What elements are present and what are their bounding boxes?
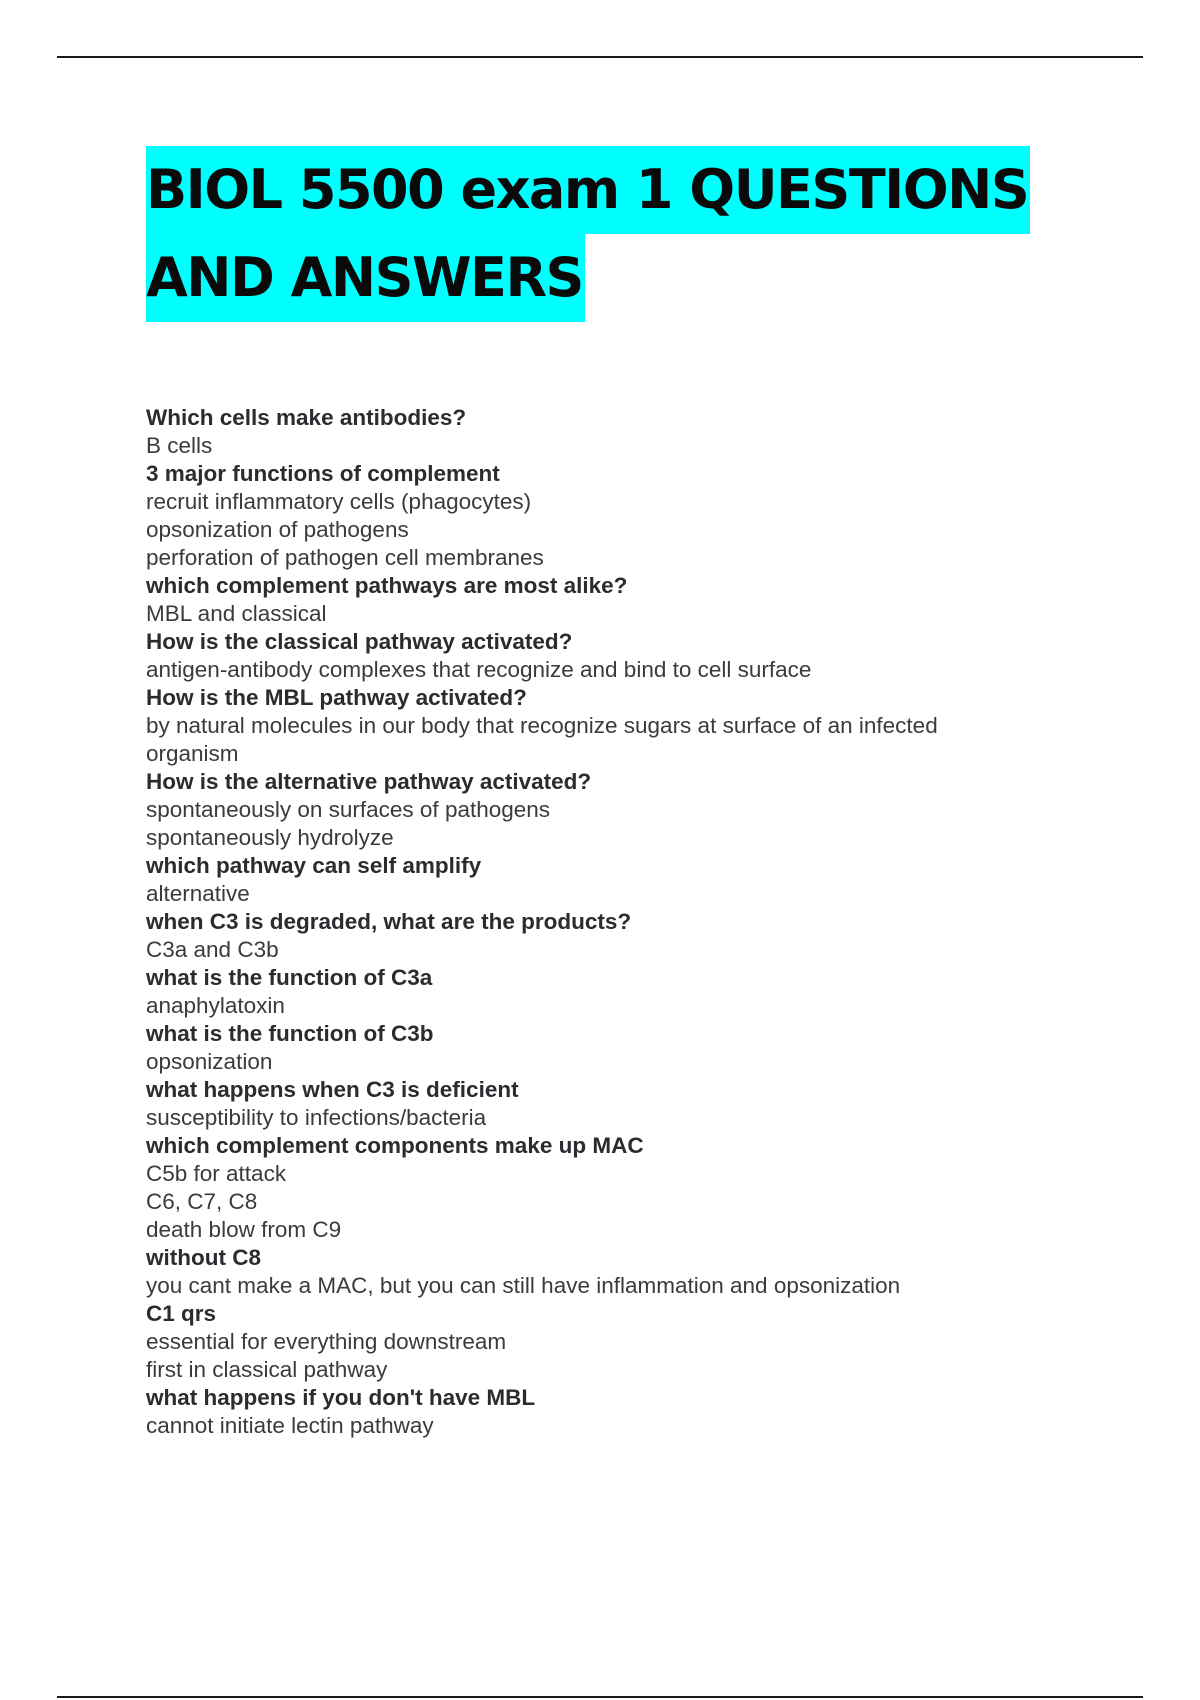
- qa-item: [146, 684, 1106, 768]
- qa-item: [146, 1076, 1106, 1132]
- qa-item: [146, 572, 1106, 628]
- question-text: what is the function of C3b: [146, 1021, 434, 1046]
- question-text: How is the alternative pathway activated?: [146, 769, 592, 794]
- question-text: without C8: [146, 1245, 261, 1270]
- qa-item: [146, 908, 1106, 964]
- answer-text: spontaneously on surfaces of pathogens: [146, 797, 551, 822]
- answer-text: recruit inflammatory cells (phagocytes): [146, 489, 532, 514]
- qa-item: [146, 852, 1106, 908]
- top-rule: [57, 56, 1143, 58]
- qa-item: [146, 628, 1106, 684]
- answer-text: essential for everything downstream: [146, 1329, 507, 1354]
- answer-text: alternative: [146, 881, 250, 906]
- qa-item: [146, 964, 1106, 1020]
- question-text: which complement pathways are most alike?: [146, 573, 628, 598]
- question-text: How is the classical pathway activated?: [146, 629, 573, 654]
- answer-text: spontaneously hydrolyze: [146, 825, 394, 850]
- question-text: what happens if you don't have MBL: [146, 1385, 536, 1410]
- answer-text: opsonization: [146, 1049, 273, 1074]
- answer-text: organism: [146, 741, 239, 766]
- answer-text: antigen-antibody complexes that recognize and bind to cell surface: [146, 657, 812, 682]
- question-text: what happens when C3 is deficient: [146, 1077, 519, 1102]
- qa-item: [146, 404, 1106, 460]
- qa-list: [146, 404, 1106, 1440]
- answer-text: susceptibility to infections/bacteria: [146, 1105, 487, 1130]
- answer-text: death blow from C9: [146, 1217, 342, 1242]
- question-text: which pathway can self amplify: [146, 853, 482, 878]
- qa-item: [146, 1300, 1106, 1384]
- answer-text: by natural molecules in our body that recognize sugars at surface of an infected: [146, 713, 938, 738]
- answer-text: cannot initiate lectin pathway: [146, 1413, 434, 1438]
- question-text: C1 qrs: [146, 1301, 217, 1326]
- question-text: Which cells make antibodies?: [146, 405, 467, 430]
- qa-item: [146, 460, 1106, 572]
- question-text: what is the function of C3a: [146, 965, 433, 990]
- qa-item: [146, 1020, 1106, 1076]
- title-line-1: BIOL 5500 exam 1 QUESTIONS: [146, 146, 1030, 234]
- answer-text: you cant make a MAC, but you can still have inflammation and opsonization: [146, 1273, 901, 1298]
- answer-text: B cells: [146, 433, 213, 458]
- qa-item: [146, 1384, 1106, 1440]
- question-text: How is the MBL pathway activated?: [146, 685, 527, 710]
- qa-item: [146, 1244, 1106, 1300]
- answer-text: first in classical pathway: [146, 1357, 388, 1382]
- answer-text: C5b for attack: [146, 1161, 287, 1186]
- answer-text: C6, C7, C8: [146, 1189, 258, 1214]
- answer-text: anaphylatoxin: [146, 993, 285, 1018]
- answer-text: MBL and classical: [146, 601, 327, 626]
- question-text: 3 major functions of complement: [146, 461, 500, 486]
- qa-item: [146, 1132, 1106, 1244]
- question-text: which complement components make up MAC: [146, 1133, 644, 1158]
- qa-item: [146, 768, 1106, 852]
- document-title: [146, 146, 1066, 322]
- answer-text: C3a and C3b: [146, 937, 279, 962]
- question-text: when C3 is degraded, what are the products?: [146, 909, 632, 934]
- title-line-2: AND ANSWERS: [146, 234, 585, 322]
- answer-text: opsonization of pathogens: [146, 517, 409, 542]
- answer-text: perforation of pathogen cell membranes: [146, 545, 544, 570]
- bottom-rule: [57, 1696, 1143, 1698]
